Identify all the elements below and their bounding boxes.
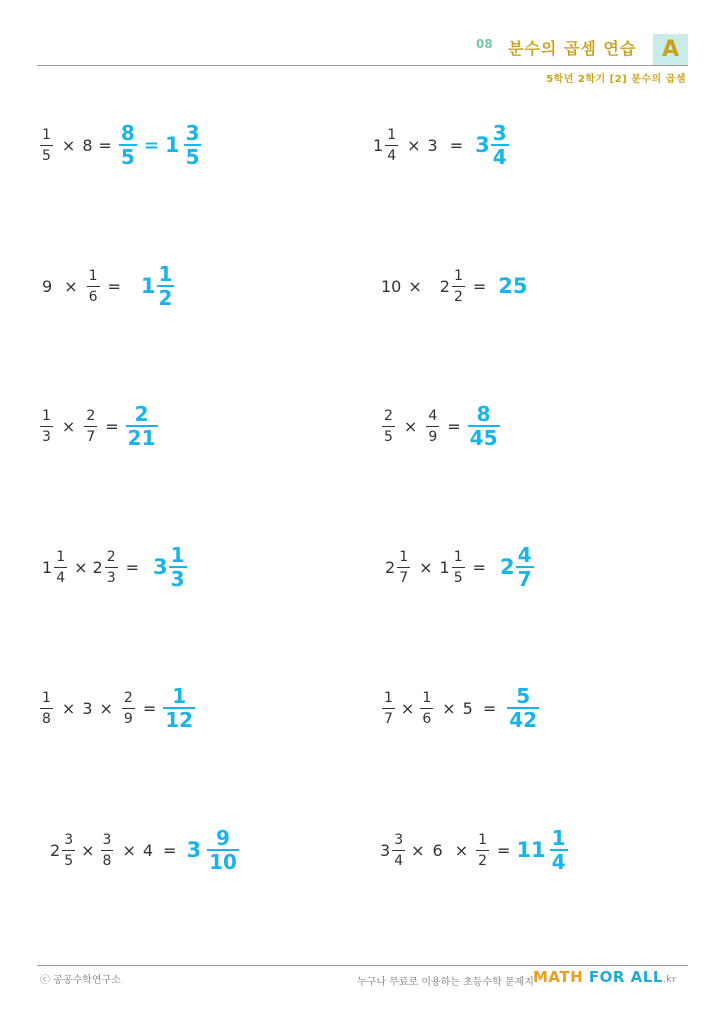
fraction-a: $\frac{1}{5}$ xyxy=(42,126,51,164)
times-sign: × xyxy=(64,276,78,296)
fraction-b: $\frac{1}{2}$ xyxy=(453,267,463,305)
equals-sign: = xyxy=(98,135,112,155)
answer: 25 xyxy=(498,274,528,298)
whole-part-b: 2 xyxy=(439,276,450,296)
problem-11 xyxy=(50,818,240,882)
fraction-b: $\frac{1}{5}$ xyxy=(453,548,463,586)
equals-sign: = xyxy=(447,416,461,436)
times-sign-2: × xyxy=(99,698,113,718)
header-divider xyxy=(37,65,688,66)
problem-7 xyxy=(42,535,188,599)
fraction-b: $\frac{1}{6}$ xyxy=(88,267,98,305)
level-badge: A xyxy=(653,34,688,65)
fraction-a: $\frac{1}{4}$ xyxy=(56,548,66,586)
footer-divider xyxy=(37,965,688,966)
times-sign: × xyxy=(81,840,95,860)
times-sign: × xyxy=(61,416,76,436)
whole-part-a: 2 xyxy=(385,557,396,577)
equals-sign: = xyxy=(497,840,511,860)
equals-sign: = xyxy=(125,557,140,577)
answer: 3 $\frac{3}{4}$ xyxy=(475,121,507,169)
brand-logo xyxy=(533,968,676,986)
equals-sign: = xyxy=(482,698,497,718)
fraction-a: $\frac{1}{8}$ xyxy=(42,689,51,727)
problem-2 xyxy=(373,113,510,177)
times-sign: × xyxy=(419,557,433,577)
whole-part-b: 2 xyxy=(92,557,103,577)
fraction-b: $\frac{2}{3}$ xyxy=(106,548,116,586)
worksheet-subtitle: 5학년 2학기 [2] 분수의 곱셈 xyxy=(546,74,686,85)
fraction-a: $\frac{1}{7}$ xyxy=(384,689,393,727)
problem-3 xyxy=(42,254,175,318)
times-sign-2: × xyxy=(454,840,469,860)
operand-b: 8 xyxy=(82,135,93,155)
times-sign: × xyxy=(407,135,421,155)
equals-sign: = xyxy=(142,698,157,718)
equals-sign: = xyxy=(449,135,464,155)
answer: $\frac{2}{21}$ xyxy=(127,402,156,450)
whole-part-a: 1 xyxy=(373,135,384,155)
fraction-a: $\frac{3}{5}$ xyxy=(64,831,74,869)
fraction-a: $\frac{2}{5}$ xyxy=(384,407,393,445)
answer-mixed: 1 $\frac{3}{5}$ xyxy=(164,121,200,169)
problem-4 xyxy=(381,254,528,318)
answer: 11 $\frac{1}{4}$ xyxy=(516,826,566,874)
answer: 1 $\frac{1}{2}$ xyxy=(140,262,173,310)
times-sign: × xyxy=(411,840,425,860)
problem-6 xyxy=(380,394,501,458)
whole-part-b: 1 xyxy=(439,557,450,577)
equals-sign: = xyxy=(163,840,177,860)
times-sign-2: × xyxy=(122,840,136,860)
answer xyxy=(118,123,138,167)
times-sign-2: × xyxy=(442,698,456,718)
copyright: ⓒ 공공수학연구소 xyxy=(40,975,121,986)
answer: $\frac{8}{45}$ xyxy=(469,402,498,450)
problem-12 xyxy=(380,818,569,882)
worksheet-number: 08 xyxy=(476,37,493,51)
whole-part-a: 2 xyxy=(50,840,61,860)
equals-sign: = xyxy=(105,416,119,436)
answer: 3 $\frac{9}{10}$ xyxy=(186,826,237,874)
fraction-b: $\frac{2}{7}$ xyxy=(86,407,96,445)
fraction-a: $\frac{1}{4}$ xyxy=(387,126,397,164)
fraction-a: $\frac{3}{4}$ xyxy=(394,831,404,869)
times-sign: × xyxy=(74,557,88,577)
problem-9 xyxy=(38,676,196,740)
problem-1 xyxy=(38,113,202,177)
problem-5 xyxy=(38,394,159,458)
times-sign: × xyxy=(61,135,76,155)
times-sign: × xyxy=(403,416,418,436)
fraction-b: $\frac{4}{9}$ xyxy=(428,407,438,445)
operand-a: 9 xyxy=(42,276,53,296)
answer: 2 $\frac{4}{7}$ xyxy=(500,543,532,591)
fraction-a: $\frac{1}{3}$ xyxy=(42,407,51,445)
whole-part-a: 3 xyxy=(380,840,391,860)
answer: 3 $\frac{1}{3}$ xyxy=(153,543,185,591)
brand-forall: FOR ALL xyxy=(588,968,663,986)
operand-c: 4 xyxy=(142,840,154,860)
fraction-b: $\frac{1}{6}$ xyxy=(422,689,432,727)
worksheet-title: 분수의 곱셈 연습 xyxy=(508,39,637,58)
equals-sign: = xyxy=(472,276,487,296)
whole-part-a: 1 xyxy=(42,557,53,577)
problem-8 xyxy=(385,535,535,599)
times-sign: × xyxy=(400,698,415,718)
answer-equals-sign: = xyxy=(143,134,159,156)
fraction-a: $\frac{1}{7}$ xyxy=(399,548,409,586)
brand-math: MATH xyxy=(533,968,584,986)
answer: $\frac{1}{12}$ xyxy=(165,684,194,732)
operand-b: 3 xyxy=(82,698,93,718)
times-sign: × xyxy=(61,698,76,718)
brand-kr: .kr xyxy=(662,975,677,985)
fraction-c: $\frac{2}{9}$ xyxy=(123,689,133,727)
problem-10 xyxy=(380,676,540,740)
answer-improper-fraction: $\frac{8}{5}$ xyxy=(120,121,135,169)
fraction-b: $\frac{3}{8}$ xyxy=(102,831,112,869)
footer-description: 누구나 무료로 이용하는 초등수학 문제지 xyxy=(357,977,534,988)
operand-a: 10 xyxy=(381,276,402,296)
equals-sign: = xyxy=(472,557,487,577)
fraction-c: $\frac{1}{2}$ xyxy=(478,831,488,869)
operand-b: 6 xyxy=(432,840,443,860)
operand-c: 5 xyxy=(462,698,473,718)
equals-sign: = xyxy=(107,276,121,296)
operand-b: 3 xyxy=(427,135,438,155)
answer: $\frac{5}{42}$ xyxy=(509,684,538,732)
times-sign: × xyxy=(408,276,422,296)
